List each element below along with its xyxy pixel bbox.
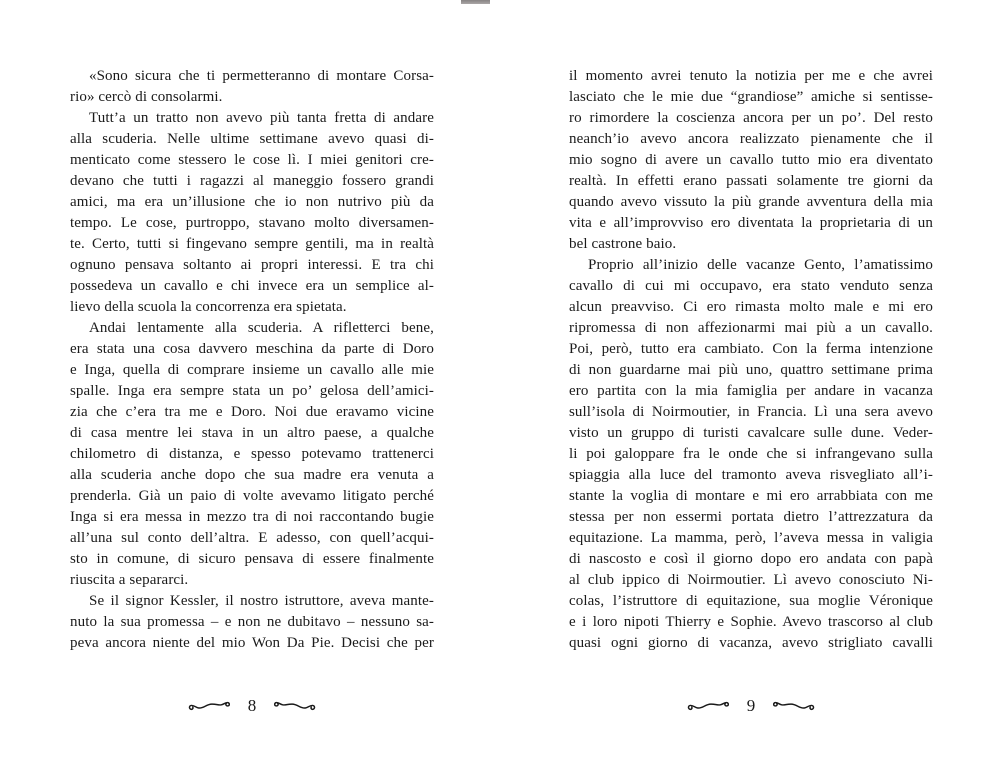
text-line: mio sogno di avere un cavallo tutto mio era diventato [569, 152, 933, 168]
text-line: all’una sul conto dell’altra. E adesso, con quell’acqui- [70, 530, 434, 546]
text-line: Inga si era messa in mezzo tra di noi raccontando bugie [70, 509, 434, 525]
text-line: prenderla. Già un paio di volte avevamo litigato perché [70, 488, 434, 504]
text-line: e i loro nipoti Thierry e Sophie. Avevo trascorso al club [569, 614, 933, 630]
text-line: Poi, però, tutto era cambiato. Con la ferma intenzione [569, 341, 933, 357]
text-line: tempo. Le cose, purtroppo, stavano molto diversamen- [70, 215, 434, 231]
text-line: ognuno pensava soltanto ai propri interessi. E tra chi [70, 257, 434, 273]
text-line: cavallo di cui mi occupavo, era stato venduto senza [569, 278, 933, 294]
text-line: stessa per non essermi portata dietro l’attrezzatura da [569, 509, 933, 525]
text-line: di casa mentre lei stava in un altro paese, a qualche [70, 425, 434, 441]
left-page-footer [70, 690, 434, 720]
text-line: alcun preavviso. Ci ero rimasta molto male e mi ero [569, 299, 933, 315]
text-line: chilometro di distanza, e spesso potevamo trattenerci [70, 446, 434, 462]
text-line: era stata una cosa davvero meschina da parte di Doro [70, 341, 434, 357]
text-line: neanch’io avevo ancora realizzato pienamente che il [569, 131, 933, 147]
text-line: spiaggia alla luce del tramonto aveva risvegliato all’i- [569, 467, 933, 483]
text-line: equitazione. La mamma, però, l’aveva messa in valigia [569, 530, 933, 546]
text-line: menticato come stessero le cose lì. I miei genitori cre- [70, 152, 434, 168]
text-line: di nascosto e così il giorno dopo ero andata con papà [569, 551, 933, 567]
text-line: colas, l’istruttore di equitazione, sua moglie Véronique [569, 593, 933, 609]
left-page [70, 66, 434, 746]
text-line: «Sono sicura che ti permetteranno di montare Corsa- [89, 68, 434, 84]
text-line: te. Certo, tutti si fingevano sempre gentili, ma in realtà [70, 236, 434, 252]
text-line: li poi galoppare fra le onde che si infrangevano sulla [569, 446, 933, 462]
flourish-right-icon [273, 698, 317, 713]
text-line: e Inga, quella di comprare insieme un cavallo alle mie [70, 362, 434, 378]
text-line: lasciato che le mie due “grandiose” amiche si sentisse- [569, 89, 933, 105]
text-line: devano che tutti i ragazzi al maneggio fossero grandi [70, 173, 434, 189]
page-number: 9 [746, 695, 756, 715]
text-line: ero partita con la mia famiglia per andare in vacanza [569, 383, 933, 399]
text-line: sto in comune, di sicuro pensava di essere finalmente [70, 551, 434, 567]
text-line: nuto la sua promessa – e non ne dubitavo – nessuno sa- [70, 614, 434, 630]
text-line: rio» cercò di consolarmi. [70, 89, 223, 105]
text-line: vita e all’improvviso ero diventata la proprietaria di un [569, 215, 933, 231]
text-line: lievo della scuola la concorrenza era spietata. [70, 299, 347, 315]
right-page-footer [569, 690, 933, 720]
text-line: quasi ogni giorno di vacanza, avevo strigliato cavalli [569, 635, 933, 651]
text-line: di non guardarne mai più uno, quattro settimane prima [569, 362, 933, 378]
text-line: Andai lentamente alla scuderia. A rifletterci bene, [89, 320, 434, 336]
text-line: riuscita a separarci. [70, 572, 189, 588]
text-line: sull’isola di Noirmoutier, in Francia. Lì una sera avevo [569, 404, 933, 420]
text-line: zia che c’era tra me e Doro. Noi due eravamo vicine [70, 404, 434, 420]
text-line: alla scuderia anche dopo che sua madre era venuta a [70, 467, 434, 483]
text-line: Tutt’a un tratto non avevo più tanta fretta di andare [89, 110, 434, 126]
text-line: realtà. In effetti erano passati solamente tre giorni da [569, 173, 933, 189]
flourish-left-icon [686, 698, 730, 713]
text-line: Se il signor Kessler, il nostro istruttore, aveva mante- [89, 593, 434, 609]
page-number: 8 [247, 695, 257, 715]
text-line: al club ippico di Noirmoutier. Lì avevo conosciuto Ni- [569, 572, 933, 588]
right-page-text [569, 66, 933, 654]
text-line: bel castrone baio. [569, 236, 677, 252]
text-line: il momento avrei tenuto la notizia per me e che avrei [569, 68, 933, 84]
text-line: Proprio all’inizio delle vacanze Gento, l’amatissimo [588, 257, 933, 273]
text-line: alla scuderia. Nelle ultime settimane avevo quasi di- [70, 131, 434, 147]
text-line: spalle. Inga era sempre stata un po’ gelosa dell’amici- [70, 383, 434, 399]
top-edge-mark [461, 0, 490, 4]
text-line: ro rimordere la coscienza ancora per un po’. Del resto [569, 110, 933, 126]
text-line: stante la voglia di montare e mi ero arrabbiata con me [569, 488, 933, 504]
text-line: amici, ma era un’illusione che io non nutrivo più da [70, 194, 434, 210]
text-line: possedeva un cavallo e chi invece era un semplice al- [70, 278, 434, 294]
flourish-left-icon [187, 698, 231, 713]
text-line: ripromessa di non affezionarmi mai più a un cavallo. [569, 320, 933, 336]
text-line: peva ancora niente del mio Won Da Pie. Decisi che per [70, 635, 434, 651]
text-line: visto un gruppo di turisti cavalcare sulle dune. Veder- [569, 425, 933, 441]
right-page [569, 66, 933, 746]
text-line: quando avevo vissuto la più grande avventura della mia [569, 194, 933, 210]
flourish-right-icon [772, 698, 816, 713]
left-page-text [70, 66, 434, 654]
